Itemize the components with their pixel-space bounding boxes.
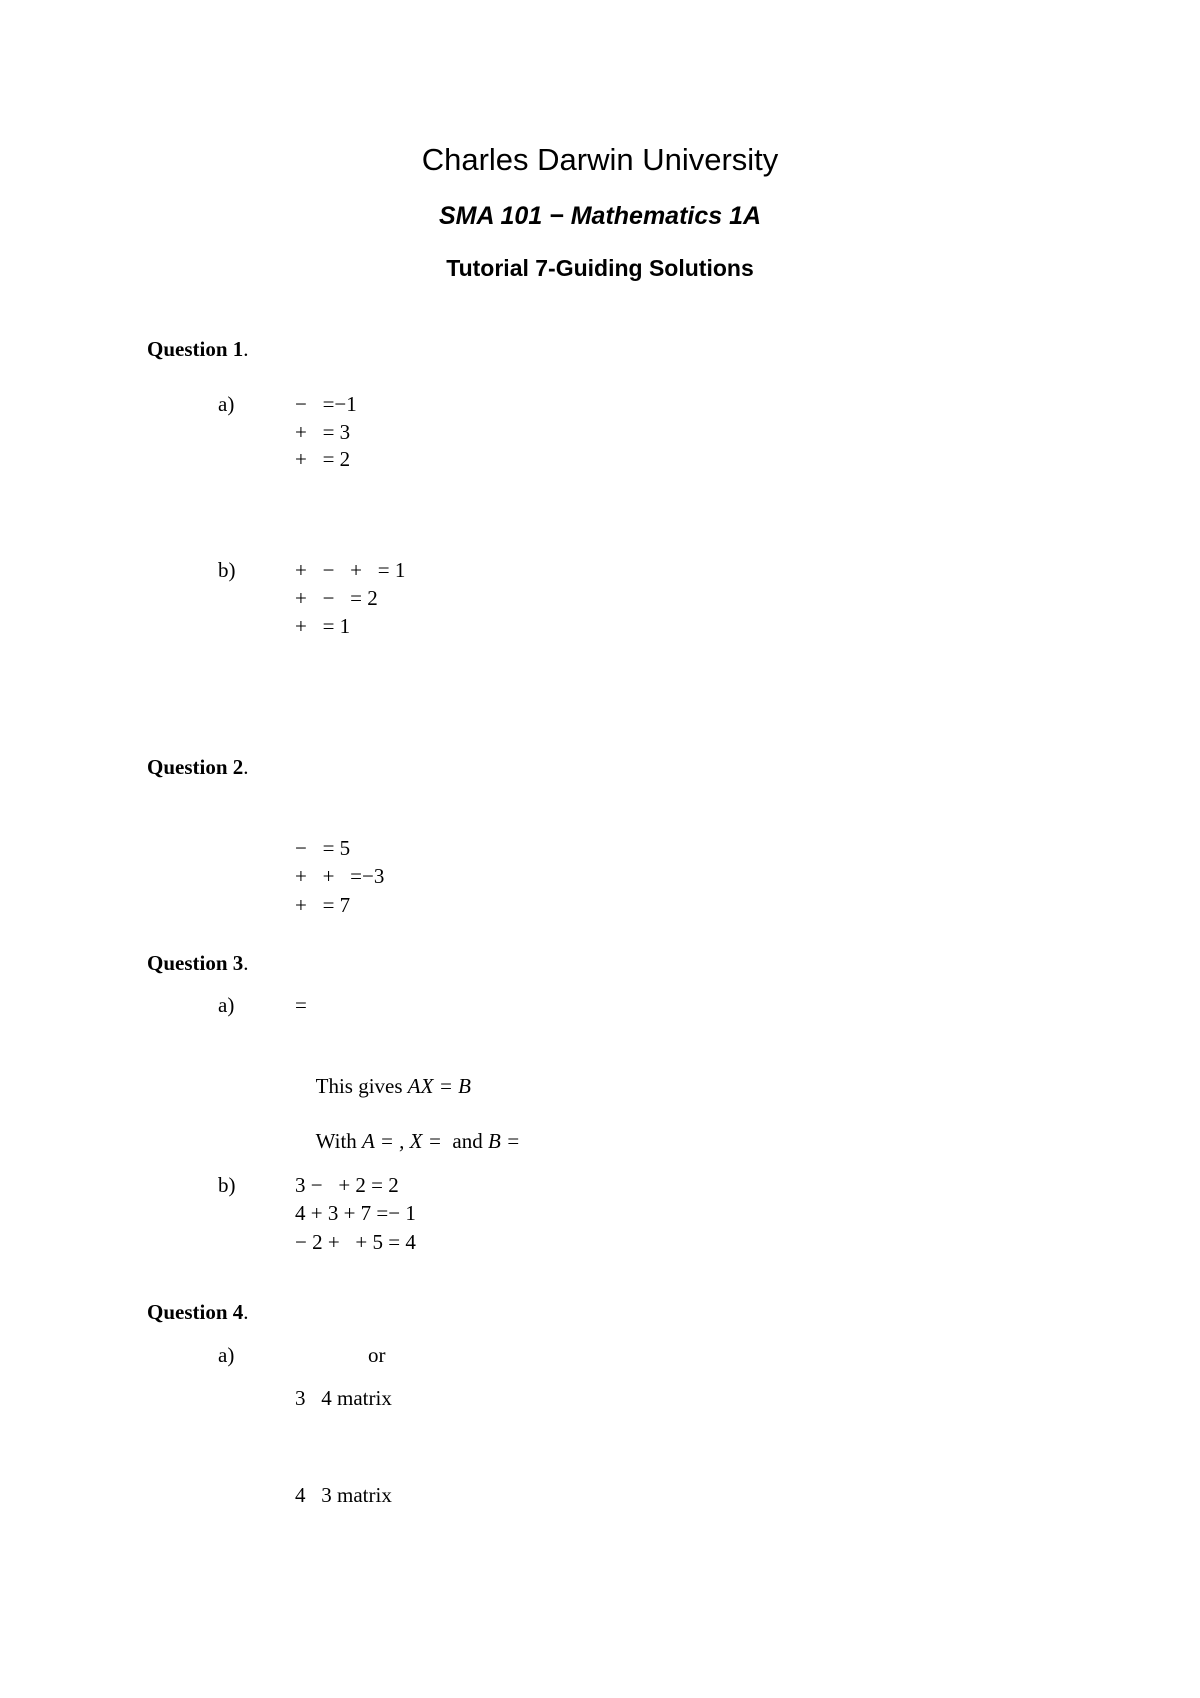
with-a: A = , — [362, 1129, 405, 1153]
question-1-dot: . — [243, 337, 249, 361]
question-4-label: Question 4 — [147, 1300, 244, 1324]
with-x: X = — [409, 1129, 442, 1153]
with-b: B = — [487, 1129, 521, 1153]
q4a-or-text: or — [368, 1343, 386, 1367]
q3-part-b-label: b) — [218, 1173, 236, 1197]
university-title: Charles Darwin University — [421, 142, 779, 177]
question-3-label: Question 3 — [147, 951, 244, 975]
q1a-equation-2: + = 3 — [295, 420, 351, 444]
with-text: With — [315, 1129, 357, 1153]
q2-equation-2: + + =−3 — [295, 864, 385, 888]
q1b-equation-2: + − = 2 — [295, 586, 378, 610]
q3-part-a-label: a) — [218, 993, 235, 1017]
q3b-equation-2: 4 + 3 + 7 =− 1 — [295, 1201, 416, 1225]
q3a-with-line — [295, 1104, 520, 1179]
q4a-matrix-size-1: 3 4 matrix — [295, 1386, 392, 1410]
q3a-equation: = — [295, 993, 307, 1017]
question-2-label: Question 2 — [147, 755, 244, 779]
q2-equation-1: − = 5 — [295, 836, 351, 860]
and-text: and — [452, 1129, 483, 1153]
q1-part-a-label: a) — [218, 392, 235, 416]
question-4-dot: . — [243, 1300, 249, 1324]
question-1-heading — [147, 337, 249, 362]
q2-equation-3: + = 7 — [295, 893, 351, 917]
question-2-dot: . — [243, 755, 249, 779]
q1b-equation-3: + = 1 — [295, 614, 351, 638]
question-1-label: Question 1 — [147, 337, 244, 361]
q4-part-a-label: a) — [218, 1343, 235, 1367]
tutorial-title: Tutorial 7-Guiding Solutions — [446, 255, 754, 281]
q1a-equation-1: − =−1 — [295, 392, 357, 416]
q3b-equation-3: − 2 + + 5 = 4 — [295, 1230, 416, 1254]
question-4-heading — [147, 1300, 249, 1325]
q4a-matrix-size-2: 4 3 matrix — [295, 1483, 392, 1507]
q1-part-b-label: b) — [218, 558, 236, 582]
matrix-equation: AX = B — [407, 1074, 471, 1098]
question-3-dot: . — [243, 951, 249, 975]
q3b-equation-1: 3 − + 2 = 2 — [295, 1173, 399, 1197]
gives-text: This gives — [315, 1074, 403, 1098]
q1b-equation-1: + − + = 1 — [295, 558, 406, 582]
course-title: SMA 101 − Mathematics 1A — [438, 202, 762, 230]
q1a-equation-3: + = 2 — [295, 447, 351, 471]
question-2-heading — [147, 755, 249, 780]
question-3-heading — [147, 951, 249, 976]
